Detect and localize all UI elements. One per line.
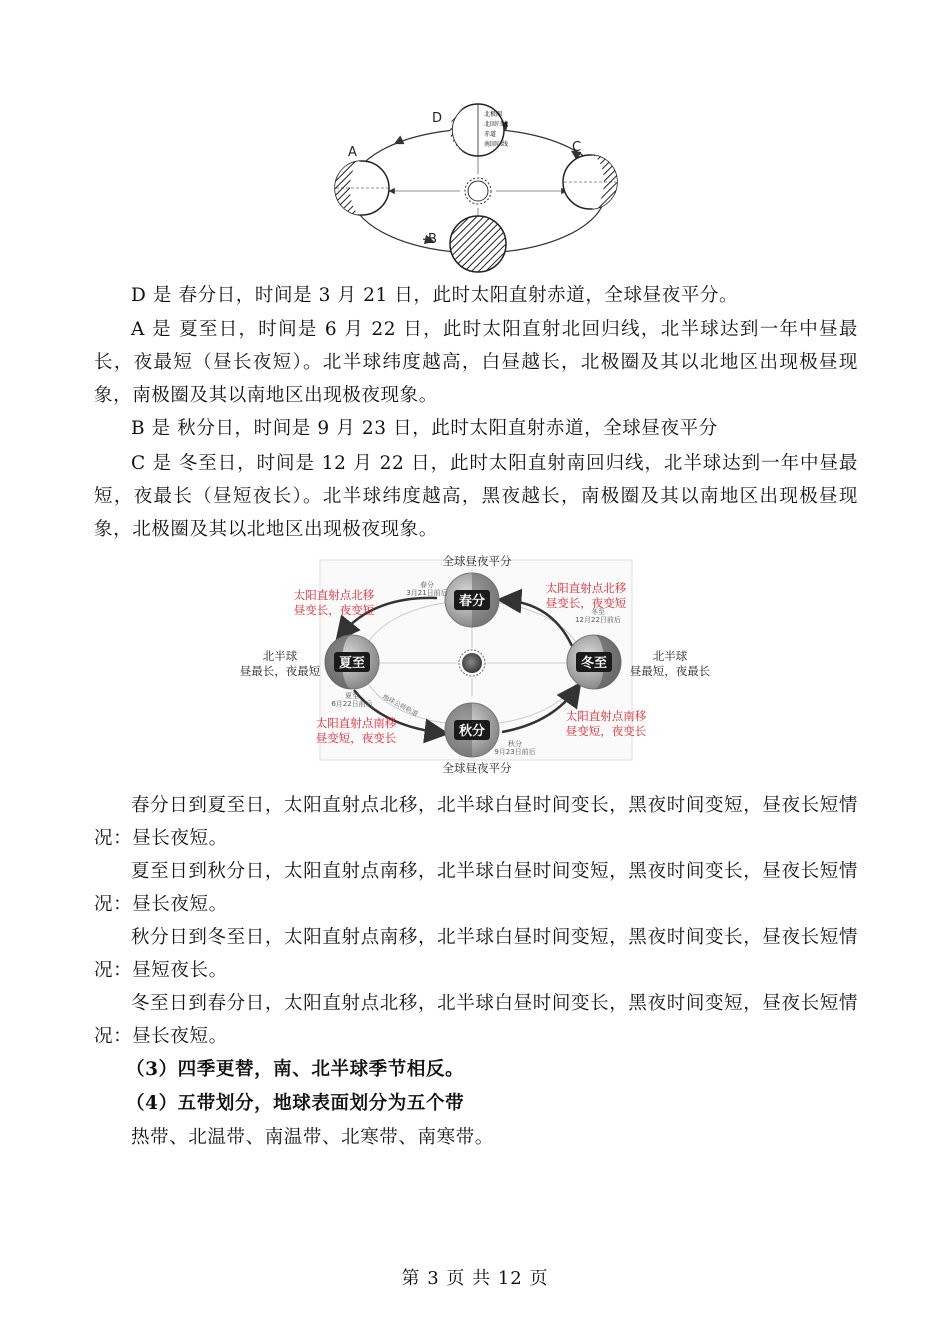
sun-icon <box>465 178 491 204</box>
date-autumn-1: 秋分 <box>508 740 522 748</box>
season-name-winter: 冬至 <box>580 656 608 671</box>
globe-c <box>563 140 617 209</box>
globe-autumn <box>445 703 499 757</box>
paragraph-spring: D 是 春分日，时间是 3 月 21 日，此时太阳直射赤道，全球昼夜平分。 <box>131 285 739 306</box>
right-note-1: 北半球 <box>652 649 688 663</box>
top-caption: 全球昼夜平分 <box>442 554 512 568</box>
note-nw-2: 昼变长，夜变短 <box>293 603 375 617</box>
note-ne-1: 太阳直射点北移 <box>545 581 627 595</box>
globe-line-label: 南回归线 <box>484 141 509 148</box>
date-summer-1: 夏至 <box>345 692 359 700</box>
globe-summer <box>325 635 379 689</box>
label-d: D <box>432 111 443 126</box>
orbit-label: 地球公转轨道 <box>381 692 420 719</box>
note-nw-1: 太阳直射点北移 <box>293 588 375 602</box>
bottom-caption: 全球昼夜平分 <box>442 761 512 775</box>
note-sw-1: 太阳直射点南移 <box>315 716 397 730</box>
paragraph-summer-to-autumn: 夏至日到秋分日，太阳直射点南移，北半球白昼时间变短，黑夜时间变长，昼夜长短情况：昼长夜短。 <box>94 861 858 915</box>
globe-winter <box>567 635 621 689</box>
note-ne-2: 昼变长，夜变短 <box>545 596 627 610</box>
date-winter-1: 冬至 <box>591 608 605 616</box>
globe-d <box>432 104 508 156</box>
globe-line-label: 北极圈 <box>484 111 503 118</box>
date-autumn-2: 9月23日前后 <box>494 748 536 756</box>
date-spring-1: 春分 <box>420 581 434 589</box>
orbit-diagram-1 <box>328 96 628 276</box>
season-name-spring: 春分 <box>458 594 486 609</box>
paragraph-autumn: B 是 秋分日，时间是 9 月 23 日，此时太阳直射赤道，全球昼夜平分 <box>131 418 718 439</box>
note-se-2: 昼变短，夜变长 <box>565 724 647 738</box>
globe-line-label: 北回归线 <box>484 121 509 128</box>
zones-list: 热带、北温带、南温带、北寒带、南寒带。 <box>131 1127 494 1148</box>
heading-seasons: （3）四季更替，南、北半球季节相反。 <box>126 1059 465 1080</box>
seasons-diagram <box>232 548 722 780</box>
label-b: B <box>428 232 437 247</box>
date-spring-2: 3月21日前后 <box>406 589 448 597</box>
note-sw-2: 昼变短，夜变长 <box>315 731 397 745</box>
paragraph-spring-to-summer: 春分日到夏至日，太阳直射点北移，北半球白昼时间变长，黑夜时间变短，昼夜长短情况：昼长夜短。 <box>94 795 858 849</box>
right-note-2: 昼最短，夜最长 <box>629 664 711 678</box>
globe-line-label: 赤道 <box>484 131 497 138</box>
season-name-summer: 夏至 <box>338 656 366 671</box>
paragraph-winter: C 是 冬至日，时间是 12 月 22 日，此时太阳直射南回归线，北半球达到一年中昼最短，夜最长（昼短夜长）。北半球纬度越高，黑夜越长，南极圈及其以南地区出现极昼现象，北极圈及其以北地区出现极夜现象。 <box>94 453 858 540</box>
season-name-autumn: 秋分 <box>458 724 486 739</box>
paragraph-summer: A 是 夏至日，时间是 6 月 22 日，此时太阳直射北回归线，北半球达到一年中昼最长，夜最短（昼长夜短）。北半球纬度越高，白昼越长，北极圈及其以北地区出现极昼现象，南极圈及其以南地区出现极夜现象。 <box>94 319 858 406</box>
label-a: A <box>348 145 357 160</box>
globe-spring <box>445 573 499 627</box>
left-note-1: 北半球 <box>262 649 298 663</box>
label-c: C <box>572 140 582 155</box>
left-note-2: 昼最长，夜最短 <box>239 664 321 678</box>
paragraph-winter-to-spring: 冬至日到春分日，太阳直射点北移，北半球白昼时间变长，黑夜时间变短，昼夜长短情况：昼长夜短。 <box>94 993 858 1047</box>
page-footer: 第 3 页 共 12 页 <box>401 1268 549 1289</box>
globe-a <box>335 145 389 215</box>
note-se-1: 太阳直射点南移 <box>565 709 647 723</box>
date-winter-2: 12月22日前后 <box>575 616 621 624</box>
paragraph-autumn-to-winter: 秋分日到冬至日，太阳直射点南移，北半球白昼时间变短，黑夜时间变长，昼夜长短情况：昼短夜长。 <box>94 927 858 981</box>
date-summer-2: 6月22日前后 <box>331 700 373 708</box>
heading-zones: （4）五带划分，地球表面划分为五个带 <box>126 1093 465 1114</box>
globe-b <box>428 216 506 272</box>
